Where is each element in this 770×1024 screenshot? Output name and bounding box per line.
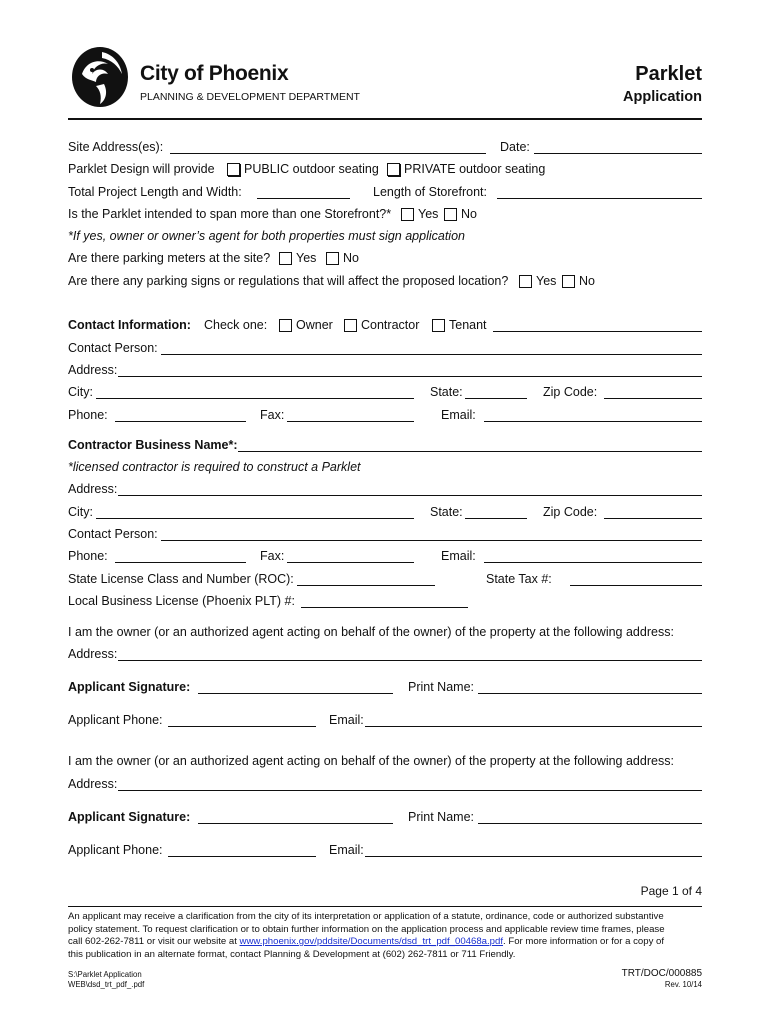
applicant-phone-label: Applicant Phone: [68,843,163,857]
contractor-email-label: Email: [441,549,476,563]
contractor-state-field[interactable] [465,518,527,519]
span-question: Is the Parklet intended to span more than one Storefront?* [68,207,392,221]
applicant-email-field[interactable] [365,726,702,727]
applicant-signature-label: Applicant Signature: [68,810,191,824]
meters-yes-checkbox[interactable] [279,252,292,265]
local-license-field[interactable] [301,607,468,608]
notice-line-3-start: call 602-262-7811 or visit our website at [68,936,240,947]
signs-yes-checkbox[interactable] [519,275,532,288]
contact-email-field[interactable] [484,421,702,422]
signs-question: Are there any parking signs or regulations that will affect the proposed location? [68,274,509,288]
owner-statement: I am the owner (or an authorized agent acting on behalf of the owner) of the property at the following address: [68,754,674,768]
print-name-field[interactable] [478,823,702,824]
tenant-field[interactable] [493,331,702,332]
contact-person-label: Contact Person: [68,341,158,355]
check-one-label: Check one: [204,318,268,332]
length-width-field[interactable] [257,198,350,199]
page-number: Page 1 of 4 [640,884,702,898]
department-name: PLANNING & DEVELOPMENT DEPARTMENT [140,91,360,103]
owner-address-label: Address: [68,647,118,661]
applicant-phone-field[interactable] [168,856,316,857]
public-seating-checkbox[interactable] [227,163,240,176]
length-width-label: Total Project Length and Width: [68,185,242,199]
contractor-note: *licensed contractor is required to construct a Parklet [68,460,361,474]
span-note: *If yes, owner or owner’s agent for both properties must sign application [68,229,465,243]
local-license-label: Local Business License (Phoenix PLT) #: [68,594,295,608]
contractor-phone-label: Phone: [68,549,108,563]
signs-no-label: No [579,274,595,288]
contact-phone-label: Phone: [68,408,108,422]
doc-number: TRT/DOC/000885 [621,968,702,979]
meters-no-checkbox[interactable] [326,252,339,265]
contractor-zip-label: Zip Code: [543,505,598,519]
site-address-label: Site Address(es): [68,140,164,154]
contractor-fax-field[interactable] [287,562,414,563]
storefront-length-field[interactable] [497,198,702,199]
contact-fax-label: Fax: [260,408,285,422]
applicant-signature-field[interactable] [198,693,393,694]
print-name-field[interactable] [478,693,702,694]
document-subtitle: Application [623,89,702,105]
applicant-phone-label: Applicant Phone: [68,713,163,727]
contact-zip-label: Zip Code: [543,385,598,399]
meters-question: Are there parking meters at the site? [68,251,271,265]
contractor-city-label: City: [68,505,93,519]
state-tax-label: State Tax #: [486,572,552,586]
tenant-checkbox[interactable] [432,319,445,332]
signs-no-checkbox[interactable] [562,275,575,288]
file-path-2: WEB\dsd_trt_pdf_.pdf [68,980,145,989]
contractor-person-field[interactable] [161,540,702,541]
contractor-checkbox[interactable] [344,319,357,332]
notice-line-2: policy statement. To request clarification or to obtain further information on the application process and applicable review time frames, please [68,923,665,935]
owner-label: Owner [296,318,333,332]
owner-address-label: Address: [68,777,118,791]
revision: Rev. 10/14 [664,980,702,989]
contractor-label: Contractor [361,318,420,332]
contact-state-label: State: [430,385,463,399]
owner-address-field[interactable] [118,790,702,791]
contact-city-field[interactable] [96,398,414,399]
contact-zip-field[interactable] [604,398,702,399]
contact-fax-field[interactable] [287,421,414,422]
span-yes-checkbox[interactable] [401,208,414,221]
contact-phone-field[interactable] [115,421,246,422]
applicant-email-label: Email: [329,713,364,727]
site-address-field[interactable] [170,153,486,154]
contact-email-label: Email: [441,408,476,422]
print-name-label: Print Name: [408,680,474,694]
applicant-email-field[interactable] [365,856,702,857]
document-title: Parklet [635,63,702,85]
state-license-field[interactable] [297,585,435,586]
file-path-1: S:\Parklet Application [68,970,142,979]
contractor-zip-field[interactable] [604,518,702,519]
contractor-name-field[interactable] [238,451,702,452]
applicant-phone-field[interactable] [168,726,316,727]
contact-state-field[interactable] [465,398,527,399]
span-no-checkbox[interactable] [444,208,457,221]
span-yes-label: Yes [418,207,439,221]
owner-checkbox[interactable] [279,319,292,332]
contact-address-label: Address: [68,363,118,377]
owner-statement: I am the owner (or an authorized agent acting on behalf of the owner) of the property at the following address: [68,625,674,639]
tenant-label: Tenant [449,318,487,332]
private-seating-checkbox[interactable] [387,163,400,176]
contact-person-field[interactable] [161,354,702,355]
meters-no-label: No [343,251,359,265]
contractor-address-field[interactable] [118,495,702,496]
owner-address-field[interactable] [118,660,702,661]
span-no-label: No [461,207,477,221]
contractor-phone-field[interactable] [115,562,246,563]
state-license-label: State License Class and Number (ROC): [68,572,294,586]
applicant-email-label: Email: [329,843,364,857]
contact-city-label: City: [68,385,93,399]
header-rule [68,118,702,120]
date-label: Date: [500,140,530,154]
storefront-length-label: Length of Storefront: [373,185,487,199]
contact-address-field[interactable] [118,376,702,377]
signs-yes-label: Yes [536,274,557,288]
notice-line-3 [68,936,664,949]
meters-yes-label: Yes [296,251,317,265]
phoenix-bird-logo-icon [68,44,132,110]
contact-heading: Contact Information: [68,318,191,332]
date-field[interactable] [534,153,702,154]
contractor-person-label: Contact Person: [68,527,158,541]
contractor-fax-label: Fax: [260,549,285,563]
org-name: City of Phoenix [140,62,289,85]
state-tax-field[interactable] [570,585,702,586]
notice-line-4: this publication in an alternate format, contact Planning & Development at (602) 262-7811 or 711 Friendly. [68,948,516,960]
design-label: Parklet Design will provide [68,162,215,176]
policy-document-link[interactable]: www.phoenix.gov/pddsite/Documents/dsd_trt_pdf_00468a.pdf [239,936,504,947]
applicant-signature-field[interactable] [198,823,393,824]
contractor-email-field[interactable] [484,562,702,563]
notice-line-3-end: . For more information or for a copy of [503,936,665,947]
city-logo [68,44,132,110]
notice-line-1: An applicant may receive a clarification from the city of its interpretation or application of a statute, ordinance, code or authorized substantive [68,911,664,922]
footer-rule [68,906,702,907]
contractor-state-label: State: [430,505,463,519]
applicant-signature-label: Applicant Signature: [68,680,191,694]
public-seating-label: PUBLIC outdoor seating [244,162,379,176]
contractor-heading: Contractor Business Name*: [68,438,238,452]
contractor-address-label: Address: [68,482,118,496]
private-seating-label: PRIVATE outdoor seating [404,162,546,176]
contractor-city-field[interactable] [96,518,414,519]
print-name-label: Print Name: [408,810,474,824]
